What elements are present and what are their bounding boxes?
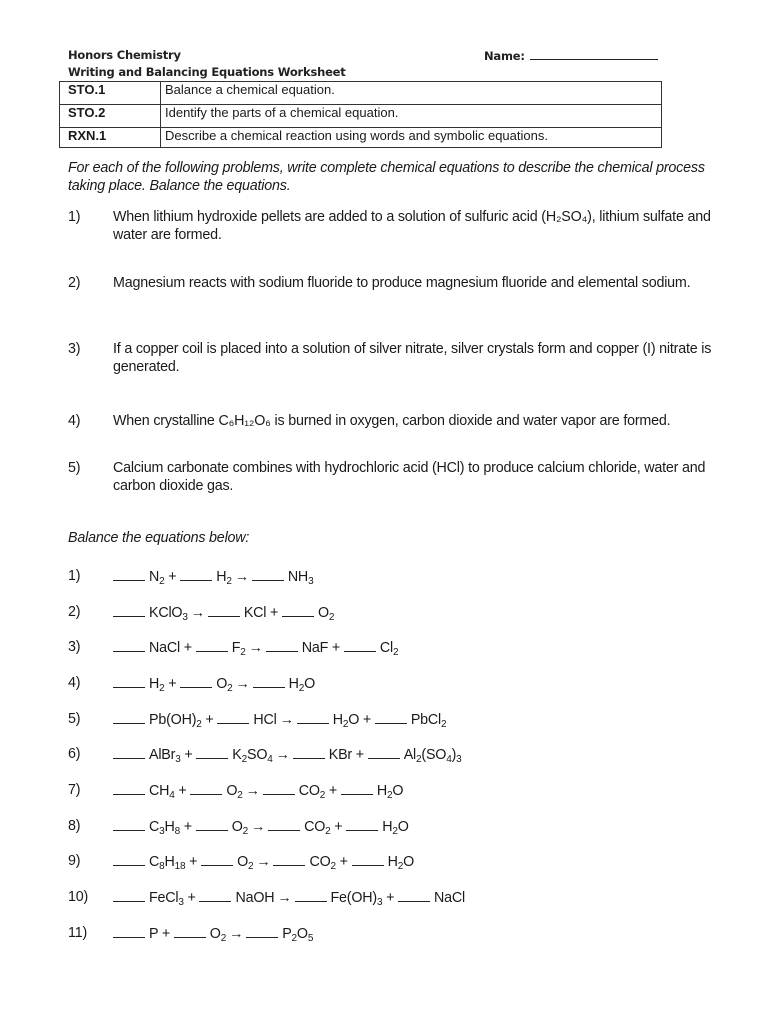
equation-number: 6)	[68, 746, 81, 762]
chemical-formula: $O_2$	[231, 819, 248, 837]
name-label: Name:	[484, 49, 525, 63]
coefficient-blank[interactable]	[375, 710, 407, 724]
coefficient-blank[interactable]	[252, 567, 284, 581]
coefficient-blank[interactable]	[266, 638, 298, 652]
coefficient-blank[interactable]	[352, 852, 384, 866]
problem-text: If a copper coil is placed into a solution of silver nitrate, silver crystals form and copper (I) nitrate is generated.	[113, 341, 712, 375]
coefficient-blank[interactable]	[341, 781, 373, 795]
problem-text: When crystalline C₆H₁₂O₆ is burned in oxygen, carbon dioxide and water vapor are formed.	[113, 413, 671, 429]
coefficient-blank[interactable]	[174, 924, 206, 938]
worksheet-title: Writing and Balancing Equations Worksheet	[68, 65, 346, 79]
chemical-formula: $NH_3$	[287, 569, 314, 587]
reaction-arrow-icon: →	[277, 890, 292, 906]
equation-body: $P + O_2\to P_2O_5$	[113, 924, 313, 943]
coefficient-blank[interactable]	[295, 888, 327, 902]
standards-row	[60, 105, 662, 128]
coefficient-blank[interactable]	[346, 817, 378, 831]
chemical-formula: $CO_2$	[304, 819, 331, 837]
standard-code: RXN.1	[60, 128, 161, 148]
standards-row	[60, 128, 662, 148]
chemical-formula: $O_2$	[237, 854, 254, 872]
coefficient-blank[interactable]	[113, 674, 145, 688]
problem-number: 1)	[68, 209, 81, 225]
coefficient-blank[interactable]	[180, 674, 212, 688]
chemical-formula: $O_2$	[209, 926, 227, 944]
chemical-formula: $Cl_2$	[379, 640, 399, 658]
chemical-formula: $O_2$	[216, 676, 233, 694]
coefficient-blank[interactable]	[190, 781, 222, 795]
coefficient-blank[interactable]	[196, 817, 228, 831]
chemical-formula: $CO_2$	[298, 783, 326, 801]
coefficient-blank[interactable]	[268, 817, 300, 831]
chemical-formula: $C_3H_8$	[149, 819, 180, 837]
balance-heading: Balance the equations below:	[68, 530, 250, 546]
chemical-formula: $N_2$	[149, 569, 165, 587]
standard-description: Describe a chemical reaction using words and symbolic equations.	[161, 128, 662, 148]
coefficient-blank[interactable]	[180, 567, 212, 581]
chemical-formula: $P_2O_5$	[282, 926, 314, 944]
name-field[interactable]	[484, 48, 658, 63]
coefficient-blank[interactable]	[398, 888, 430, 902]
reaction-arrow-icon: →	[190, 605, 205, 621]
standards-row	[60, 82, 662, 105]
problem-number: 2)	[68, 275, 81, 291]
equation-body: $Pb(OH)_2 + HCl\to H_2O$ + PbCl$_2$	[113, 710, 446, 729]
course-title: Honors Chemistry	[68, 48, 181, 62]
chemical-formula: $CO_2$	[309, 854, 336, 872]
coefficient-blank[interactable]	[113, 852, 145, 866]
coefficient-blank[interactable]	[246, 924, 278, 938]
chemical-formula: PbCl$_2$	[410, 712, 447, 730]
reaction-arrow-icon: →	[229, 926, 244, 942]
equation-number: 3)	[68, 639, 81, 655]
problem-text: Calcium carbonate combines with hydrochloric acid (HCl) to produce calcium chloride, water and carbon dioxide gas.	[113, 460, 706, 494]
equation-number: 7)	[68, 782, 81, 798]
equation-number: 8)	[68, 818, 81, 834]
reaction-arrow-icon: →	[248, 640, 263, 656]
chemical-formula: $H_2$	[216, 569, 232, 587]
equation-body: $H_2 + O_2\to H_2O$	[113, 674, 315, 693]
equation-body: $CH_4 + O_2\to CO_2 + H_2O$	[113, 781, 403, 800]
coefficient-blank[interactable]	[368, 745, 400, 759]
name-blank-line[interactable]	[530, 48, 658, 60]
standard-description: Identify the parts of a chemical equation.	[161, 105, 662, 128]
coefficient-blank[interactable]	[196, 638, 228, 652]
equation-number: 5)	[68, 711, 81, 727]
chemical-formula: $H_2O$	[288, 676, 316, 694]
reaction-arrow-icon: →	[245, 783, 260, 799]
chemical-formula: HCl	[253, 712, 277, 728]
chemical-formula: $H_2O$	[387, 854, 415, 872]
chemical-formula: $O_2$	[226, 783, 243, 801]
coefficient-blank[interactable]	[113, 567, 145, 581]
coefficient-blank[interactable]	[113, 781, 145, 795]
reaction-arrow-icon: →	[275, 747, 290, 763]
chemical-formula: $O_2$	[317, 605, 335, 623]
equation-body: NaCl + $F_2\to$ NaF + $Cl_2$	[113, 638, 398, 657]
equation-number: 2)	[68, 604, 81, 620]
chemical-formula: $F_2$	[231, 640, 246, 658]
coefficient-blank[interactable]	[297, 710, 329, 724]
chemical-formula: $Pb(OH)_2$	[149, 712, 202, 730]
chemical-formula: $H_2O$	[332, 712, 360, 730]
chemical-formula: P	[149, 926, 159, 942]
coefficient-blank[interactable]	[113, 888, 145, 902]
reaction-arrow-icon: →	[256, 854, 271, 870]
chemical-formula: $K_2SO_4$	[232, 747, 273, 765]
problem-text: When lithium hydroxide pellets are added to a solution of sulfuric acid (H₂SO₄), lithium sulfate and water are formed.	[113, 209, 711, 243]
problem-number: 3)	[68, 341, 81, 357]
chemical-formula: KBr	[328, 747, 352, 763]
standards-table	[59, 81, 662, 148]
equation-body: FeCl$_3$ + NaOH→ $Fe(OH)_3$ + NaCl	[113, 888, 465, 907]
equation-number: 1)	[68, 568, 81, 584]
equation-body: AlBr$_3$ + $K_2SO_4\to$ KBr + $Al_2(SO_4)_3$	[113, 745, 462, 764]
chemical-formula: NaOH	[235, 890, 275, 906]
coefficient-blank[interactable]	[113, 745, 145, 759]
chemical-formula: NaF	[301, 640, 329, 656]
problem-number: 4)	[68, 413, 81, 429]
coefficient-blank[interactable]	[113, 638, 145, 652]
coefficient-blank[interactable]	[113, 924, 145, 938]
coefficient-blank[interactable]	[273, 852, 305, 866]
equation-body: $C_3H_8 + O_2\to CO_2 + H_2O$	[113, 817, 409, 836]
standard-code: STO.2	[60, 105, 161, 128]
chemical-formula: KClO$_3$	[149, 605, 188, 623]
chemical-formula: $H_2O$	[376, 783, 404, 801]
coefficient-blank[interactable]	[293, 745, 325, 759]
coefficient-blank[interactable]	[282, 603, 314, 617]
coefficient-blank[interactable]	[217, 710, 249, 724]
equation-number: 10)	[68, 889, 89, 905]
coefficient-blank[interactable]	[113, 817, 145, 831]
reaction-arrow-icon: →	[234, 569, 249, 585]
chemical-formula: NaCl	[149, 640, 180, 656]
reaction-arrow-icon: →	[235, 676, 250, 692]
coefficient-blank[interactable]	[113, 710, 145, 724]
equation-body: $N_2 + H_2\to NH_3$	[113, 567, 313, 586]
chemical-formula: AlBr$_3$	[149, 747, 181, 765]
reaction-arrow-icon: →	[251, 819, 266, 835]
equation-body: KClO$_3$→ KCl + $O_2$	[113, 603, 334, 622]
problem-text: Magnesium reacts with sodium fluoride to produce magnesium fluoride and elemental sodium.	[113, 275, 691, 291]
standard-description: Balance a chemical equation.	[161, 82, 662, 105]
chemical-formula: $Al_2(SO_4)_3$	[403, 747, 462, 765]
chemical-formula: $C_8H_{18}$	[149, 854, 186, 872]
coefficient-blank[interactable]	[196, 745, 228, 759]
chemical-formula: $H_2$	[149, 676, 165, 694]
coefficient-blank[interactable]	[263, 781, 295, 795]
chemical-formula: $Fe(OH)_3$	[330, 890, 383, 908]
equation-body: $C_8H_{18} + O_2\to CO_2 + H_2O$	[113, 852, 414, 871]
coefficient-blank[interactable]	[253, 674, 285, 688]
reaction-arrow-icon: →	[279, 712, 294, 728]
chemical-formula: KCl	[243, 605, 267, 621]
equation-number: 11)	[68, 925, 88, 941]
chemical-formula: $H_2O$	[382, 819, 409, 837]
equation-number: 9)	[68, 853, 81, 869]
instructions: For each of the following problems, write complete chemical equations to describe the chemical process taking place. Balance the equations.	[68, 160, 705, 194]
coefficient-blank[interactable]	[113, 603, 145, 617]
coefficient-blank[interactable]	[199, 888, 231, 902]
problem-number: 5)	[68, 460, 81, 476]
standard-code: STO.1	[60, 82, 161, 105]
chemical-formula: $CH_4$	[149, 783, 175, 801]
equation-number: 4)	[68, 675, 81, 691]
coefficient-blank[interactable]	[208, 603, 240, 617]
chemical-formula: NaCl	[434, 890, 466, 906]
coefficient-blank[interactable]	[344, 638, 376, 652]
coefficient-blank[interactable]	[201, 852, 233, 866]
chemical-formula: FeCl$_3$	[149, 890, 184, 908]
